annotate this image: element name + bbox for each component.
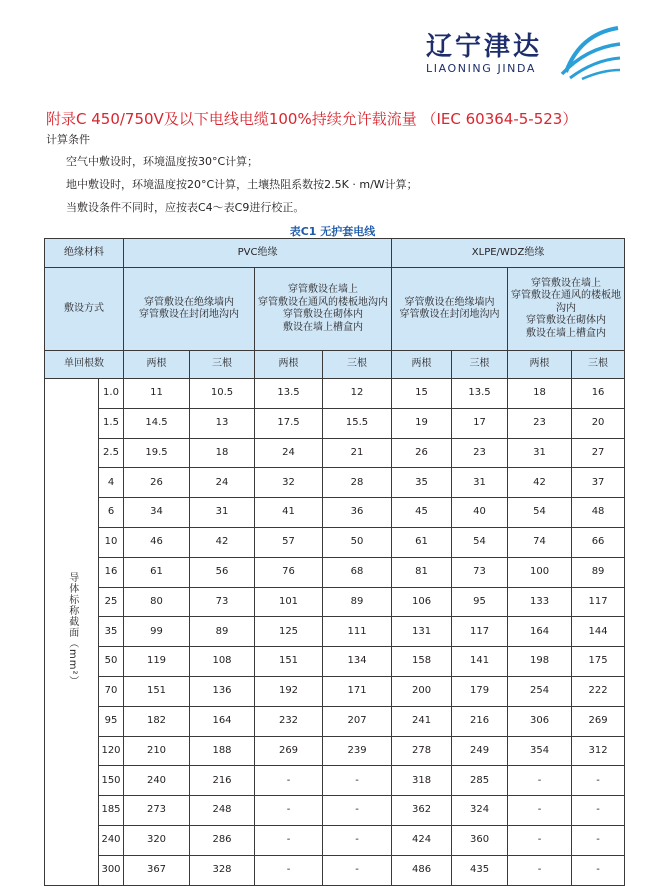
ampacity-cell: 101 bbox=[255, 587, 323, 617]
ampacity-cell: - bbox=[323, 766, 392, 796]
ampacity-cell: 171 bbox=[323, 676, 392, 706]
ampacity-cell: - bbox=[255, 855, 323, 885]
pvc-method-a: 穿管敷设在绝缘墙内 穿管敷设在封闭地沟内 bbox=[124, 268, 255, 351]
ampacity-cell: 54 bbox=[508, 498, 572, 528]
ampacity-cell: 18 bbox=[508, 379, 572, 409]
ampacity-cell: 42 bbox=[508, 468, 572, 498]
cross-section-value: 16 bbox=[99, 557, 124, 587]
col-three-cores: 三根 bbox=[323, 351, 392, 379]
ampacity-cell: 286 bbox=[190, 825, 255, 855]
ampacity-cell: - bbox=[572, 825, 625, 855]
ampacity-cell: 14.5 bbox=[124, 408, 190, 438]
ampacity-cell: 306 bbox=[508, 706, 572, 736]
ampacity-cell: 207 bbox=[323, 706, 392, 736]
laying-method-header: 敷设方式 bbox=[45, 268, 124, 351]
ampacity-cell: 37 bbox=[572, 468, 625, 498]
ampacity-cell: - bbox=[323, 796, 392, 826]
ampacity-cell: 108 bbox=[190, 647, 255, 677]
ampacity-cell: 41 bbox=[255, 498, 323, 528]
ampacity-cell: - bbox=[572, 766, 625, 796]
ampacity-cell: 134 bbox=[323, 647, 392, 677]
ampacity-cell: - bbox=[255, 766, 323, 796]
ampacity-cell: 318 bbox=[392, 766, 452, 796]
ampacity-cell: 16 bbox=[572, 379, 625, 409]
ampacity-cell: 222 bbox=[572, 676, 625, 706]
ampacity-cell: - bbox=[508, 766, 572, 796]
ampacity-cell: 285 bbox=[452, 766, 508, 796]
ampacity-cell: - bbox=[508, 825, 572, 855]
ampacity-cell: 13.5 bbox=[255, 379, 323, 409]
ampacity-cell: - bbox=[508, 855, 572, 885]
table-body bbox=[45, 379, 625, 886]
ampacity-cell: 240 bbox=[124, 766, 190, 796]
col-two-cores: 两根 bbox=[124, 351, 190, 379]
ampacity-cell: - bbox=[323, 855, 392, 885]
pvc-header: PVC绝缘 bbox=[124, 239, 392, 268]
ampacity-cell: 26 bbox=[392, 438, 452, 468]
ampacity-cell: 26 bbox=[124, 468, 190, 498]
table-row bbox=[45, 379, 625, 409]
ampacity-cell: 144 bbox=[572, 617, 625, 647]
ampacity-cell: 24 bbox=[255, 438, 323, 468]
col-two-cores: 两根 bbox=[255, 351, 323, 379]
ampacity-cell: 19 bbox=[392, 408, 452, 438]
ampacity-cell: 61 bbox=[124, 557, 190, 587]
ampacity-cell: 50 bbox=[323, 527, 392, 557]
ampacity-cell: 61 bbox=[392, 527, 452, 557]
ampacity-cell: 216 bbox=[452, 706, 508, 736]
ampacity-cell: 164 bbox=[190, 706, 255, 736]
ampacity-cell: 125 bbox=[255, 617, 323, 647]
ampacity-cell: 354 bbox=[508, 736, 572, 766]
ampacity-table bbox=[44, 238, 625, 886]
ampacity-cell: 19.5 bbox=[124, 438, 190, 468]
ampacity-cell: 23 bbox=[508, 408, 572, 438]
ampacity-cell: 11 bbox=[124, 379, 190, 409]
table-row bbox=[45, 408, 625, 438]
table-row bbox=[45, 527, 625, 557]
ampacity-cell: 99 bbox=[124, 617, 190, 647]
company-logo bbox=[420, 22, 620, 84]
ampacity-cell: 141 bbox=[452, 647, 508, 677]
table-row bbox=[45, 587, 625, 617]
col-two-cores: 两根 bbox=[392, 351, 452, 379]
ampacity-cell: 17.5 bbox=[255, 408, 323, 438]
ampacity-cell: 68 bbox=[323, 557, 392, 587]
ampacity-cell: - bbox=[255, 796, 323, 826]
ampacity-cell: 198 bbox=[508, 647, 572, 677]
cross-section-value: 4 bbox=[99, 468, 124, 498]
ampacity-cell: 15.5 bbox=[323, 408, 392, 438]
ampacity-cell: 21 bbox=[323, 438, 392, 468]
cross-section-value: 120 bbox=[99, 736, 124, 766]
table-row bbox=[45, 825, 625, 855]
ampacity-cell: 269 bbox=[572, 706, 625, 736]
ampacity-cell: 435 bbox=[452, 855, 508, 885]
col-three-cores: 三根 bbox=[190, 351, 255, 379]
cross-section-value: 240 bbox=[99, 825, 124, 855]
xlpe-method-b: 穿管敷设在墙上 穿管敷设在通风的楼板地沟内 穿管敷设在砌体内 敷设在墙上槽盒内 bbox=[508, 268, 625, 351]
cross-section-value: 35 bbox=[99, 617, 124, 647]
table-row bbox=[45, 617, 625, 647]
ampacity-cell: 117 bbox=[452, 617, 508, 647]
ampacity-cell: 36 bbox=[323, 498, 392, 528]
ampacity-cell: 249 bbox=[452, 736, 508, 766]
ampacity-cell: 34 bbox=[124, 498, 190, 528]
ampacity-cell: 66 bbox=[572, 527, 625, 557]
ampacity-cell: 18 bbox=[190, 438, 255, 468]
ampacity-cell: - bbox=[508, 796, 572, 826]
ampacity-cell: 27 bbox=[572, 438, 625, 468]
ampacity-cell: 151 bbox=[124, 676, 190, 706]
cross-section-value: 150 bbox=[99, 766, 124, 796]
ampacity-cell: 241 bbox=[392, 706, 452, 736]
ampacity-cell: - bbox=[572, 796, 625, 826]
ampacity-cell: 31 bbox=[508, 438, 572, 468]
ampacity-cell: 360 bbox=[452, 825, 508, 855]
ampacity-cell: 424 bbox=[392, 825, 452, 855]
table-row bbox=[45, 468, 625, 498]
ampacity-cell: 31 bbox=[452, 468, 508, 498]
ampacity-cell: 278 bbox=[392, 736, 452, 766]
ampacity-cell: 76 bbox=[255, 557, 323, 587]
logo-english-name: LIAONING JINDA bbox=[426, 62, 537, 75]
cross-section-value: 185 bbox=[99, 796, 124, 826]
ampacity-cell: 131 bbox=[392, 617, 452, 647]
ampacity-cell: 324 bbox=[452, 796, 508, 826]
table-row bbox=[45, 766, 625, 796]
table-row bbox=[45, 855, 625, 885]
ampacity-cell: 111 bbox=[323, 617, 392, 647]
ampacity-cell: 12 bbox=[323, 379, 392, 409]
ampacity-cell: 32 bbox=[255, 468, 323, 498]
ampacity-cell: 328 bbox=[190, 855, 255, 885]
ampacity-cell: 31 bbox=[190, 498, 255, 528]
cross-section-value: 70 bbox=[99, 676, 124, 706]
condition-line: 地中敷设时，环境温度按20°C计算，土壤热阻系数按2.5K · m/W计算； bbox=[66, 178, 418, 191]
ampacity-cell: 179 bbox=[452, 676, 508, 706]
ampacity-cell: 232 bbox=[255, 706, 323, 736]
ampacity-cell: 95 bbox=[452, 587, 508, 617]
ampacity-cell: 367 bbox=[124, 855, 190, 885]
col-three-cores: 三根 bbox=[572, 351, 625, 379]
ampacity-cell: 362 bbox=[392, 796, 452, 826]
ampacity-cell: 158 bbox=[392, 647, 452, 677]
ampacity-cell: 40 bbox=[452, 498, 508, 528]
ampacity-cell: 175 bbox=[572, 647, 625, 677]
cross-section-value: 95 bbox=[99, 706, 124, 736]
ampacity-cell: 216 bbox=[190, 766, 255, 796]
ampacity-cell: 312 bbox=[572, 736, 625, 766]
page-title: 附录C 450/750V及以下电线电缆100%持续允许载流量 （IEC 60364-5-523） bbox=[46, 110, 578, 128]
cross-section-value: 1.5 bbox=[99, 408, 124, 438]
ampacity-cell: 192 bbox=[255, 676, 323, 706]
ampacity-cell: 35 bbox=[392, 468, 452, 498]
table-row bbox=[45, 676, 625, 706]
ampacity-cell: 182 bbox=[124, 706, 190, 736]
ampacity-cell: 210 bbox=[124, 736, 190, 766]
ampacity-cell: 254 bbox=[508, 676, 572, 706]
ampacity-cell: 10.5 bbox=[190, 379, 255, 409]
ampacity-cell: 188 bbox=[190, 736, 255, 766]
xlpe-method-a: 穿管敷设在绝缘墙内 穿管敷设在封闭地沟内 bbox=[392, 268, 508, 351]
ampacity-cell: 80 bbox=[124, 587, 190, 617]
table-row bbox=[45, 796, 625, 826]
condition-line: 空气中敷设时，环境温度按30°C计算； bbox=[66, 155, 259, 168]
ampacity-cell: 45 bbox=[392, 498, 452, 528]
ampacity-cell: 13.5 bbox=[452, 379, 508, 409]
calc-conditions-heading: 计算条件 bbox=[46, 133, 90, 146]
col-two-cores: 两根 bbox=[508, 351, 572, 379]
insulation-header: 绝缘材料 bbox=[45, 239, 124, 268]
ampacity-cell: 486 bbox=[392, 855, 452, 885]
pvc-method-b: 穿管敷设在墙上 穿管敷设在通风的楼板地沟内 穿管敷设在砌体内 敷设在墙上槽盒内 bbox=[255, 268, 392, 351]
ampacity-cell: - bbox=[572, 855, 625, 885]
ampacity-cell: 73 bbox=[190, 587, 255, 617]
ampacity-cell: 17 bbox=[452, 408, 508, 438]
circuit-count-header: 单回根数 bbox=[45, 351, 124, 379]
ampacity-cell: 200 bbox=[392, 676, 452, 706]
ampacity-cell: 248 bbox=[190, 796, 255, 826]
ampacity-cell: 239 bbox=[323, 736, 392, 766]
ampacity-cell: 15 bbox=[392, 379, 452, 409]
ampacity-cell: 46 bbox=[124, 527, 190, 557]
ampacity-cell: 42 bbox=[190, 527, 255, 557]
ampacity-cell: - bbox=[255, 825, 323, 855]
logo-swoosh-icon bbox=[560, 22, 622, 80]
cross-section-value: 6 bbox=[99, 498, 124, 528]
ampacity-cell: 73 bbox=[452, 557, 508, 587]
ampacity-cell: 106 bbox=[392, 587, 452, 617]
ampacity-cell: 23 bbox=[452, 438, 508, 468]
cross-section-value: 25 bbox=[99, 587, 124, 617]
ampacity-cell: 100 bbox=[508, 557, 572, 587]
ampacity-cell: 164 bbox=[508, 617, 572, 647]
cross-section-value: 50 bbox=[99, 647, 124, 677]
ampacity-cell: 133 bbox=[508, 587, 572, 617]
table-row bbox=[45, 706, 625, 736]
ampacity-cell: 151 bbox=[255, 647, 323, 677]
ampacity-cell: 119 bbox=[124, 647, 190, 677]
ampacity-cell: 89 bbox=[190, 617, 255, 647]
ampacity-cell: 89 bbox=[323, 587, 392, 617]
table-row bbox=[45, 557, 625, 587]
table-caption: 表C1 无护套电线 bbox=[289, 225, 376, 238]
logo-chinese-name: 辽宁津达 bbox=[426, 32, 543, 62]
ampacity-cell: 89 bbox=[572, 557, 625, 587]
ampacity-cell: 54 bbox=[452, 527, 508, 557]
ampacity-cell: 320 bbox=[124, 825, 190, 855]
table-row bbox=[45, 438, 625, 468]
cross-section-value: 10 bbox=[99, 527, 124, 557]
cross-section-value: 300 bbox=[99, 855, 124, 885]
cross-section-value: 2.5 bbox=[99, 438, 124, 468]
ampacity-cell: 20 bbox=[572, 408, 625, 438]
ampacity-cell: - bbox=[323, 825, 392, 855]
ampacity-cell: 56 bbox=[190, 557, 255, 587]
ampacity-cell: 273 bbox=[124, 796, 190, 826]
xlpe-header: XLPE/WDZ绝缘 bbox=[392, 239, 625, 268]
ampacity-cell: 117 bbox=[572, 587, 625, 617]
ampacity-cell: 57 bbox=[255, 527, 323, 557]
ampacity-cell: 81 bbox=[392, 557, 452, 587]
ampacity-cell: 28 bbox=[323, 468, 392, 498]
condition-line: 当敷设条件不同时，应按表C4～表C9进行校正。 bbox=[66, 201, 305, 214]
ampacity-cell: 13 bbox=[190, 408, 255, 438]
ampacity-cell: 136 bbox=[190, 676, 255, 706]
cross-section-label-cell bbox=[45, 379, 99, 886]
cross-section-value: 1.0 bbox=[99, 379, 124, 409]
table-row bbox=[45, 498, 625, 528]
ampacity-cell: 48 bbox=[572, 498, 625, 528]
ampacity-cell: 24 bbox=[190, 468, 255, 498]
table-row bbox=[45, 647, 625, 677]
table-row bbox=[45, 736, 625, 766]
ampacity-cell: 74 bbox=[508, 527, 572, 557]
ampacity-cell: 269 bbox=[255, 736, 323, 766]
col-three-cores: 三根 bbox=[452, 351, 508, 379]
cross-section-label: 导体标称截面（mm²） bbox=[66, 572, 78, 687]
